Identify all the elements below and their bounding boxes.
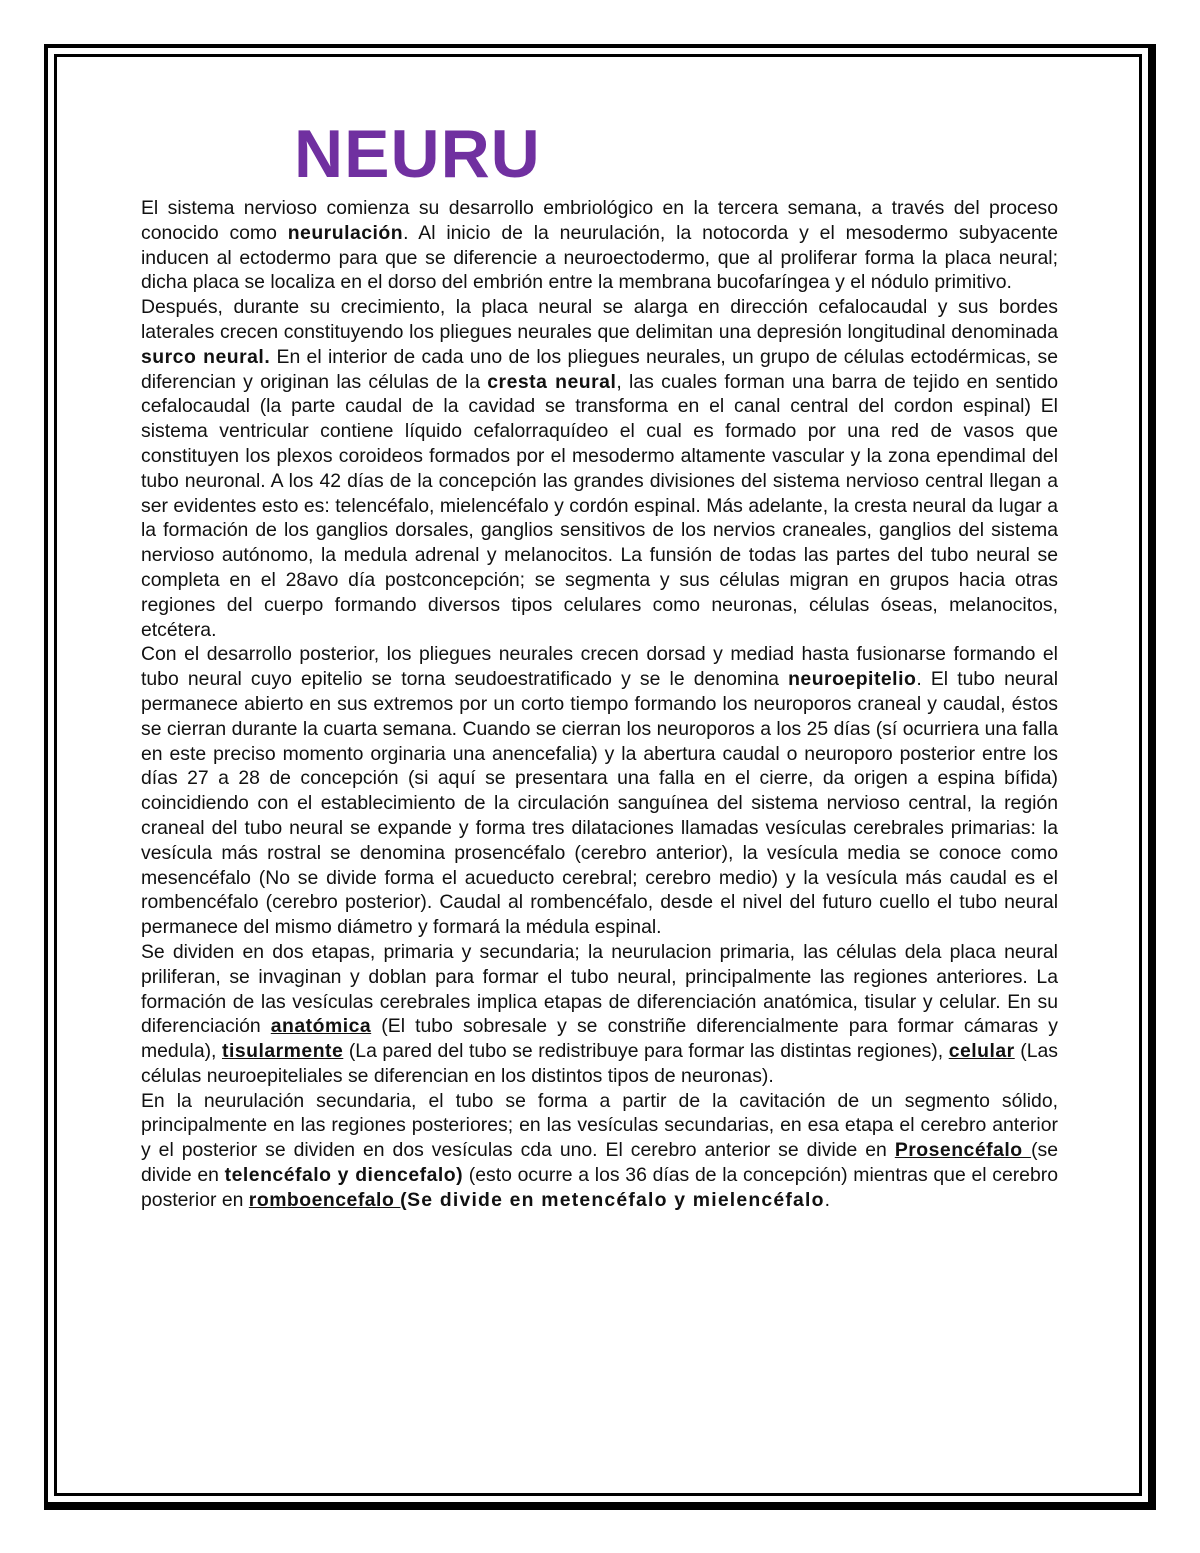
text-run: . El tubo neural permanece abierto en sus extremos por un corto tiempo formando los neuroporos craneal y caudal, éstos se cierran durante la cuarta semana. Cuando se cierran los neuroporos a los 25 días (sí ocurriera una falla en este preciso momento orginaria una anencefalia) y la abertura caudal o neuroporo posterior entre los días 27 a 28 de concepción (si aquí se presentara una falla en el cierre, da origen a espina bífida) coincidiendo con el establecimiento de la circulación sanguínea del sistema nervioso central, la región craneal del tubo neural se expande y forma tres dilataciones llamadas vesículas cerebrales primarias: la vesícula más rostral se denomina prosencéfalo (cerebro anterior), la vesícula media se conoce como mesencéfalo (No se divide forma el acueducto cerebral; cerebro medio) y la vesícula más caudal es el rombencéfalo (cerebro posterior). Caudal al rombencéfalo, desde el nivel del futuro cuello el tubo neural permanece del mismo diámetro y formará la médula espinal. bbox=[141, 668, 1058, 939]
underlined-term: Prosencéfalo bbox=[894, 1139, 1032, 1162]
text-run: (Las células neuroepiteliales se diferencian en los distintos tipos de neuronas). bbox=[141, 1040, 1058, 1087]
bold-term: cresta neural bbox=[487, 370, 617, 393]
paragraph bbox=[141, 1089, 1058, 1213]
underlined-term: celular bbox=[948, 1040, 1015, 1063]
text-run: El sistema nervioso comienza su desarrollo embriológico en la tercera semana, a través del proceso conocido como bbox=[141, 197, 1058, 244]
text-run: (La pared del tubo se redistribuye para formar las distintas regiones), bbox=[343, 1040, 949, 1063]
paragraph bbox=[141, 642, 1058, 940]
document-body bbox=[141, 112, 1058, 1213]
text-run: (El tubo sobresale y se constriñe diferencialmente para formar cámaras y medula), bbox=[141, 1015, 1058, 1063]
bold-term: Se divide en metencéfalo y mielencéfalo bbox=[407, 1188, 825, 1211]
text-run: . Al inicio de la neurulación, la notocorda y el mesodermo subyacente inducen al ectodermo para que se diferencie a neuroectodermo, que al proliferar forma la placa neural; dicha placa se localiza en el dorso del embrión entre la membrana bucofaríngea y el nódulo primitivo. bbox=[141, 221, 1058, 294]
bold-term: neurulación bbox=[287, 221, 404, 244]
text-run: . bbox=[824, 1188, 831, 1211]
text-run: En la neurulación secundaria, el tubo se forma a partir de la cavitación de un segmento sólido, principalmente en las regiones posteriores; en las vesículas secundarias, en esa etapa el cerebro anterior y el posterior se dividen en dos vesículas cda uno. El cerebro anterior se divide en bbox=[141, 1089, 1058, 1162]
paragraph bbox=[141, 295, 1058, 642]
bold-term: surco neural. bbox=[141, 345, 271, 368]
text-run: Después, durante su crecimiento, la placa neural se alarga en dirección cefalocaudal y sus bordes laterales crecen constituyendo los pliegues neurales que delimitan una depresión longitudinal denominada bbox=[141, 296, 1058, 343]
text-run: (esto ocurre a los 36 días de la concepción) mientras que el cerebro posterior en bbox=[141, 1164, 1058, 1211]
underlined-term: anatómica bbox=[270, 1015, 372, 1038]
text-run: Se dividen en dos etapas, primaria y secundaria; la neurulacion primaria, las células dela placa neural priliferan, se invaginan y doblan para formar el tubo neural, principalmente las regiones anteriores. La formación de las vesículas cerebrales implica etapas de diferenciación anatómica, tisular y celular. En su diferenciación bbox=[141, 940, 1058, 1038]
paragraph-list bbox=[141, 196, 1058, 1213]
paragraph bbox=[141, 940, 1058, 1089]
document-title: NEURU bbox=[294, 116, 541, 192]
paragraph bbox=[141, 196, 1058, 295]
underlined-term: tisularmente bbox=[221, 1040, 344, 1063]
text-run: (se divide en bbox=[141, 1139, 1058, 1187]
text-run: Con el desarrollo posterior, los pliegues neurales crecen dorsad y mediad hasta fusionarse formando el tubo neural cuyo epitelio se torna seudoestratificado y se le denomina bbox=[141, 643, 1058, 691]
underlined-term: romboencefalo ( bbox=[248, 1188, 408, 1211]
bold-term: telencéfalo y diencefalo) bbox=[224, 1164, 464, 1187]
text-run: , las cuales forman una barra de tejido en sentido cefalocaudal (la parte caudal de la cavidad se transforma en el canal central del cordon espinal) El sistema ventricular contiene líquido cefalorraquídeo el cual es formado por una red de vasos que constituyen los plexos coroideos formados por el mesodermo altamente vascular y la zona ependimal del tubo neuronal. A los 42 días de la concepción las grandes divisiones del sistema nervioso central llegan a ser evidentes esto es: telencéfalo, mielencéfalo y cordón espinal. Más adelante, la cresta neural da lugar a la formación de los ganglios dorsales, ganglios sensitivos de los nervios craneales, ganglios del sistema nervioso autónomo, la medula adrenal y melanocitos. La funsión de todas las partes del tubo neural se completa en el 28avo día postconcepción; se segmenta y sus células migran en grupos hacia otras regiones del cuerpo formando diversos tipos celulares como neuronas, células óseas, melanocitos, etcétera. bbox=[141, 370, 1059, 641]
text-run: En el interior de cada uno de los pliegues neurales, un grupo de células ectodérmicas, se diferencian y originan las células de la bbox=[141, 345, 1058, 393]
bold-term: neuroepitelio bbox=[788, 668, 917, 691]
